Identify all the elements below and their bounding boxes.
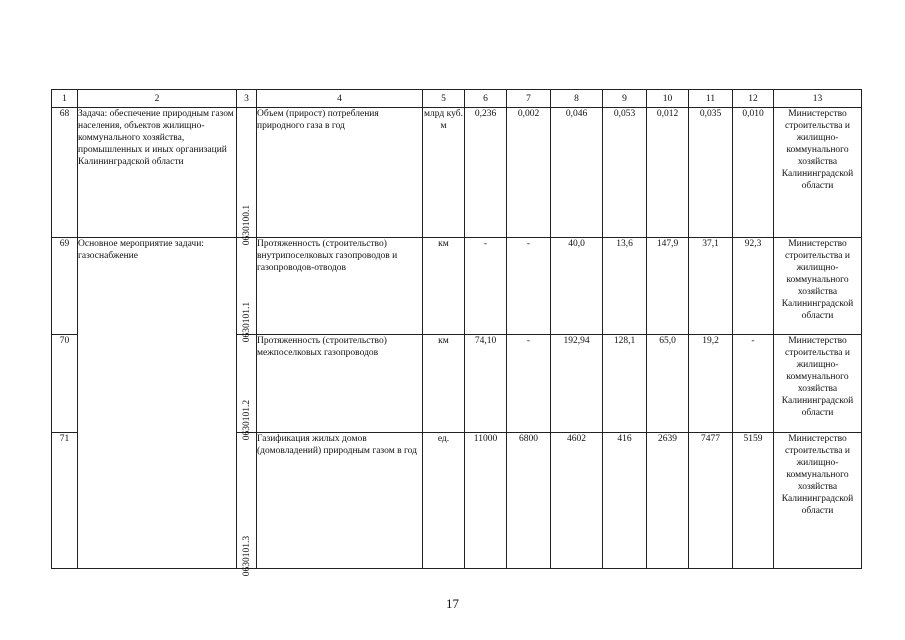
table-row — [52, 238, 862, 335]
value-cell: 65,0 — [647, 335, 689, 433]
value-cell: 40,0 — [551, 238, 603, 335]
header-cell: 3 — [237, 90, 257, 108]
value-cell: - — [507, 238, 551, 335]
indicators-table — [51, 89, 862, 577]
value-cell: 11000 — [465, 433, 507, 569]
indicator-cell: Протяженность (строительство) внутрипоселковых газопроводов и газопроводов-отводов — [257, 238, 423, 335]
organization-cell: Министерство строительства и жилищно-коммунального хозяйства Калининградской области — [774, 335, 862, 433]
header-cell: 9 — [603, 90, 647, 108]
unit-cell: км — [423, 335, 465, 433]
header-row — [52, 90, 862, 108]
value-cell: 0,236 — [465, 108, 507, 238]
code-label: 0630101.3 — [241, 535, 252, 577]
row-number: 70 — [52, 335, 78, 433]
unit-cell: км — [423, 238, 465, 335]
value-cell: 0,053 — [603, 108, 647, 238]
value-cell: 37,1 — [689, 238, 733, 335]
header-cell: 13 — [774, 90, 862, 108]
value-cell: 19,2 — [689, 335, 733, 433]
value-cell: - — [465, 238, 507, 335]
code-cell — [237, 335, 257, 441]
value-cell: 147,9 — [647, 238, 689, 335]
value-cell: 0,012 — [647, 108, 689, 238]
value-cell: 128,1 — [603, 335, 647, 433]
header-cell: 12 — [733, 90, 774, 108]
value-cell: 13,6 — [603, 238, 647, 335]
header-cell: 2 — [78, 90, 237, 108]
value-cell: 74,10 — [465, 335, 507, 433]
indicator-cell: Протяженность (строительство) межпоселковых газопроводов — [257, 335, 423, 433]
value-cell: 416 — [603, 433, 647, 569]
indicator-cell: Газификация жилых домов (домовладений) природным газом в год — [257, 433, 423, 569]
value-cell: - — [507, 335, 551, 433]
code-cell — [237, 108, 257, 246]
organization-cell: Министерство строительства и жилищно-коммунального хозяйства Калининградской области — [774, 108, 862, 238]
table-row — [52, 108, 862, 238]
header-cell: 10 — [647, 90, 689, 108]
value-cell: 2639 — [647, 433, 689, 569]
value-cell: 0,002 — [507, 108, 551, 238]
code-cell — [237, 238, 257, 343]
organization-cell: Министерство строительства и жилищно-коммунального хозяйства Калининградской области — [774, 238, 862, 335]
unit-cell: млрд куб. м — [423, 108, 465, 238]
code-cell — [237, 433, 257, 577]
value-cell: - — [733, 335, 774, 433]
header-cell: 11 — [689, 90, 733, 108]
value-cell: 7477 — [689, 433, 733, 569]
unit-cell: ед. — [423, 433, 465, 569]
code-label: 0630101.2 — [241, 399, 252, 441]
row-number: 68 — [52, 108, 78, 238]
value-cell: 92,3 — [733, 238, 774, 335]
task-cell: Задача: обеспечение природным газом населения, объектов жилищно-коммунального хозяйства, промышленных и иных организаций Калининградской области — [78, 108, 237, 238]
header-cell: 5 — [423, 90, 465, 108]
header-cell: 6 — [465, 90, 507, 108]
value-cell: 5159 — [733, 433, 774, 569]
row-number: 69 — [52, 238, 78, 335]
task-cell: Основное мероприятие задачи: газоснабжение — [78, 238, 237, 569]
code-label: 0630101.1 — [241, 301, 252, 343]
row-number: 71 — [52, 433, 78, 569]
value-cell: 0,046 — [551, 108, 603, 238]
value-cell: 0,010 — [733, 108, 774, 238]
header-cell: 8 — [551, 90, 603, 108]
value-cell: 4602 — [551, 433, 603, 569]
header-cell: 4 — [257, 90, 423, 108]
code-label: 0630100.1 — [241, 204, 252, 246]
value-cell: 6800 — [507, 433, 551, 569]
organization-cell: Министерство строительства и жилищно-коммунального хозяйства Калининградской области — [774, 433, 862, 569]
value-cell: 0,035 — [689, 108, 733, 238]
header-cell: 7 — [507, 90, 551, 108]
header-cell: 1 — [52, 90, 78, 108]
page-number: 17 — [446, 596, 459, 611]
value-cell: 192,94 — [551, 335, 603, 433]
indicator-cell: Объем (прирост) потребления природного газа в год — [257, 108, 423, 238]
